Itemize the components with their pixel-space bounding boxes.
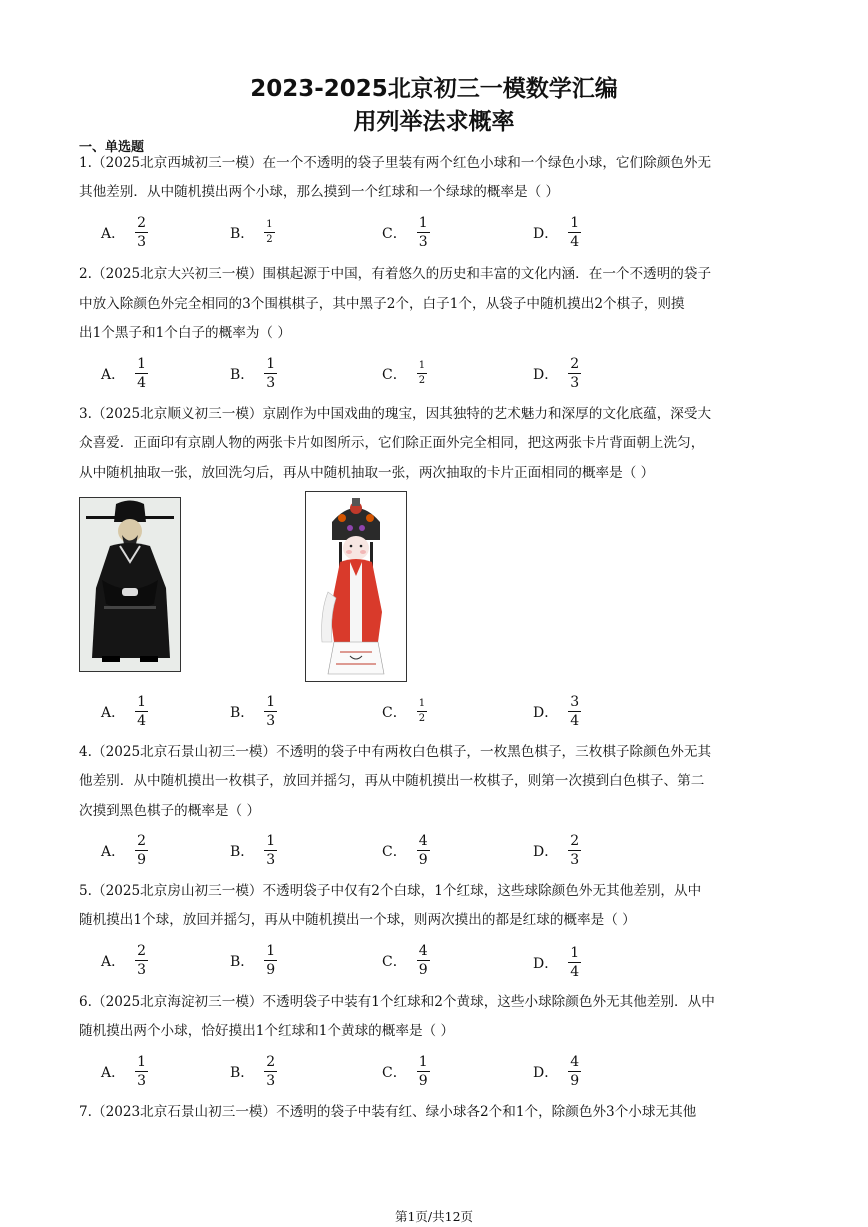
option-b[interactable]: B． $\frac{1}{2}$ [230,219,273,245]
option-a[interactable]: A． $\frac{1}{3}$ [101,1054,147,1089]
fraction: $\frac{2}{3}$ [266,1054,276,1089]
question-5-line-1: 5.（2025北京房山初三一模）不透明袋子中仅有2个白球，1个红球，这些球除颜色外无其他差别，从中 [79,883,702,899]
section-heading: 一、单选题 [79,140,145,155]
document-subtitle: 用列举法求概率 [353,109,515,135]
option-a[interactable]: A． $\frac{2}{3}$ [101,943,147,978]
fraction: $\frac{1}{4}$ [570,945,580,980]
document-title: 2023-2025北京初三一模数学汇编 [250,76,618,102]
option-b[interactable]: B． $\frac{2}{3}$ [230,1054,276,1089]
option-c[interactable]: C． $\frac{4}{9}$ [382,943,428,978]
fraction: $\frac{1}{3}$ [266,833,276,868]
fraction: $\frac{2}{9}$ [137,833,147,868]
opera-card-2 [305,491,407,682]
fraction: $\frac{1}{4}$ [570,215,580,250]
fraction: $\frac{1}{2}$ [418,698,426,724]
page-number-footer: 第1页/共12页 [394,1209,474,1224]
question-5-line-2: 随机摸出1个球，放回并摇匀，再从中随机摸出一个球，则两次摸出的都是红球的概率是（ ） [79,912,636,928]
fraction: $\frac{1}{9}$ [266,943,276,978]
fraction: $\frac{1}{3}$ [418,215,428,250]
question-6-line-2: 随机摸出两个小球，恰好摸出1个红球和1个黄球的概率是（ ） [79,1023,455,1039]
question-6-line-1: 6.（2025北京海淀初三一模）不透明袋子中装有1个红球和2个黄球，这些小球除颜色外无其他差别．从中 [79,994,715,1010]
option-c[interactable]: C． $\frac{1}{2}$ [382,698,426,724]
question-1-line-2: 其他差别．从中随机摸出两个小球，那么摸到一个红球和一个绿球的概率是（ ） [79,184,560,200]
option-b[interactable]: B． $\frac{1}{3}$ [230,694,276,729]
fraction: $\frac{1}{9}$ [418,1054,428,1089]
option-a[interactable]: A． $\frac{1}{4}$ [101,694,147,729]
fraction: $\frac{2}{3}$ [570,833,580,868]
fraction: $\frac{1}{4}$ [137,694,147,729]
option-a[interactable]: A． $\frac{1}{4}$ [101,356,147,391]
option-b[interactable]: B． $\frac{1}{3}$ [230,833,276,868]
question-7-line-1: 7.（2023北京石景山初三一模）不透明的袋子中装有红、绿小球各2个和1个，除颜色外3个小球无其他 [79,1104,697,1120]
question-1-line-1: 1.（2025北京西城初三一模）在一个不透明的袋子里装有两个红色小球和一个绿色小球，它们除颜色外无 [79,155,712,171]
fraction: $\frac{1}{2}$ [266,219,273,245]
fraction: $\frac{2}{3}$ [137,215,147,250]
fraction: $\frac{4}{9}$ [418,943,428,978]
fraction: $\frac{4}{9}$ [418,833,428,868]
option-d[interactable]: D． $\frac{1}{4}$ [533,945,580,980]
question-2-line-2: 中放入除颜色外完全相同的3个围棋棋子，其中黑子2个，白子1个，从袋子中随机摸出2个棋子，则摸 [79,296,685,312]
option-d[interactable]: D． $\frac{1}{4}$ [533,215,580,250]
fraction: $\frac{1}{4}$ [137,356,147,391]
option-d[interactable]: D． $\frac{4}{9}$ [533,1054,580,1089]
question-3-line-2: 众喜爱．正面印有京剧人物的两张卡片如图所示，它们除正面外完全相同，把这两张卡片背面朝上洗匀， [79,435,705,451]
question-3-line-1: 3.（2025北京顺义初三一模）京剧作为中国戏曲的瑰宝，因其独特的艺术魅力和深厚的文化底蕴，深受大 [79,406,712,422]
fraction: $\frac{3}{4}$ [570,694,580,729]
option-a[interactable]: A． $\frac{2}{3}$ [101,215,147,250]
option-c[interactable]: C． $\frac{1}{9}$ [382,1054,428,1089]
opera-card-1 [79,497,181,672]
option-d[interactable]: D． $\frac{3}{4}$ [533,694,580,729]
option-d[interactable]: D． $\frac{2}{3}$ [533,833,580,868]
opera-figure-red-robe-illustration [306,492,406,681]
fraction: $\frac{1}{3}$ [266,694,276,729]
option-c[interactable]: C． $\frac{4}{9}$ [382,833,428,868]
fraction: $\frac{1}{3}$ [266,356,276,391]
option-c[interactable]: C． $\frac{1}{2}$ [382,360,426,386]
option-c[interactable]: C． $\frac{1}{3}$ [382,215,428,250]
option-b[interactable]: B． $\frac{1}{3}$ [230,356,276,391]
opera-figure-black-robe-illustration [80,498,180,671]
option-a[interactable]: A． $\frac{2}{9}$ [101,833,147,868]
fraction: $\frac{1}{2}$ [418,360,426,386]
option-b[interactable]: B． $\frac{1}{9}$ [230,943,276,978]
fraction: $\frac{2}{3}$ [570,356,580,391]
question-2-line-1: 2.（2025北京大兴初三一模）围棋起源于中国，有着悠久的历史和丰富的文化内涵．在一个不透明的袋子 [79,266,712,282]
option-d[interactable]: D． $\frac{2}{3}$ [533,356,580,391]
question-4-line-3: 次摸到黑色棋子的概率是（ ） [79,803,261,819]
fraction: $\frac{4}{9}$ [570,1054,580,1089]
question-4-line-2: 他差别．从中随机摸出一枚棋子，放回并摇匀，再从中随机摸出一枚棋子，则第一次摸到白色棋子、第二 [79,773,705,789]
question-4-line-1: 4.（2025北京石景山初三一模）不透明的袋子中有两枚白色棋子，一枚黑色棋子，三枚棋子除颜色外无其 [79,744,712,760]
fraction: $\frac{2}{3}$ [137,943,147,978]
question-3-line-3: 从中随机抽取一张，放回洗匀后，再从中随机抽取一张，两次抽取的卡片正面相同的概率是（ ） [79,465,655,481]
question-2-line-3: 出1个黑子和1个白子的概率为（ ） [79,325,291,341]
fraction: $\frac{1}{3}$ [137,1054,147,1089]
